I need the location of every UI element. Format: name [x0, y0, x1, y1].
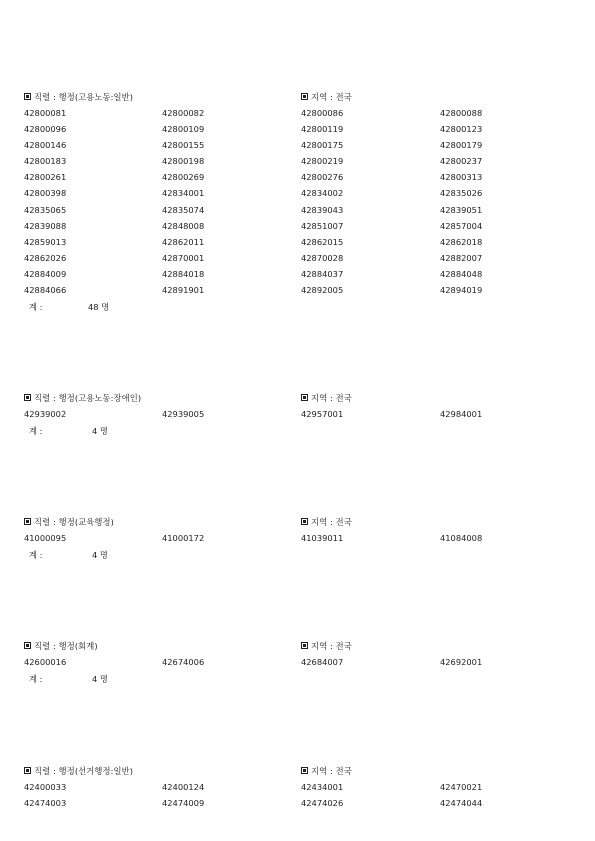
exam-number: 42939005	[162, 409, 205, 419]
total-count: 4 명	[92, 674, 108, 685]
square-bullet-icon	[24, 642, 31, 649]
exam-number: 42862011	[162, 236, 205, 247]
exam-number: 42400033	[24, 782, 67, 792]
section-header-region	[301, 765, 352, 777]
exam-number: 42674006	[162, 657, 205, 667]
total-label: 계 :	[29, 302, 43, 313]
region-label: 지역 : 전국	[311, 393, 352, 403]
exam-number: 42474026	[301, 798, 344, 809]
number-row	[0, 253, 595, 269]
exam-number: 42800096	[24, 124, 67, 135]
exam-number: 42474044	[440, 798, 483, 809]
section-header-region	[301, 516, 352, 528]
number-list	[0, 533, 595, 563]
section-total	[0, 549, 595, 563]
section-header-region	[301, 392, 352, 404]
exam-number: 42800123	[440, 124, 483, 135]
number-list	[0, 782, 595, 814]
number-row	[0, 782, 595, 798]
exam-number: 42862026	[24, 252, 67, 263]
exam-number: 42800183	[24, 156, 67, 167]
exam-number: 42684007	[301, 657, 344, 667]
job-series-label: 직렬 : 행정(고용노동:일반)	[34, 92, 134, 102]
exam-number: 42800086	[301, 108, 344, 118]
square-bullet-icon	[301, 93, 308, 100]
exam-number: 42800081	[24, 108, 67, 118]
exam-number: 41000095	[24, 533, 67, 543]
number-row	[0, 205, 595, 221]
section-total	[0, 425, 595, 439]
section-total	[0, 301, 595, 315]
exam-number: 41084008	[440, 533, 483, 543]
job-series-label: 직렬 : 행정(선거행정:일반)	[34, 766, 134, 776]
exam-number: 41039011	[301, 533, 344, 543]
exam-number: 42894019	[440, 285, 483, 296]
square-bullet-icon	[301, 394, 308, 401]
job-series-label: 직렬 : 행정(고용노동:장애인)	[34, 393, 142, 403]
exam-number: 42800179	[440, 140, 483, 151]
exam-number: 42984001	[440, 409, 483, 419]
exam-number: 42862015	[301, 236, 344, 247]
exam-number: 42800219	[301, 156, 344, 167]
region-label: 지역 : 전국	[311, 766, 352, 776]
exam-number: 42800146	[24, 140, 67, 151]
exam-number: 42857004	[440, 220, 483, 231]
section-total	[0, 673, 595, 687]
exam-number: 42800109	[162, 124, 205, 135]
number-row	[0, 221, 595, 237]
exam-number: 42859013	[24, 236, 67, 247]
exam-number: 42839043	[301, 204, 344, 215]
number-row	[0, 156, 595, 172]
exam-number: 42884066	[24, 285, 67, 296]
number-row	[0, 533, 595, 549]
exam-number: 42835026	[440, 188, 483, 199]
number-row	[0, 140, 595, 156]
number-row	[0, 188, 595, 204]
exam-number: 42434001	[301, 782, 344, 792]
square-bullet-icon	[24, 394, 31, 401]
exam-number: 42834001	[162, 188, 205, 199]
section-header-job-series	[24, 91, 133, 103]
exam-number: 42800088	[440, 108, 483, 118]
number-row	[0, 798, 595, 814]
exam-number: 42862018	[440, 236, 483, 247]
exam-number: 42884009	[24, 268, 67, 279]
region-label: 지역 : 전국	[311, 641, 352, 651]
number-row	[0, 409, 595, 425]
exam-number: 42800313	[440, 172, 483, 183]
exam-number: 42600016	[24, 657, 67, 667]
square-bullet-icon	[24, 518, 31, 525]
region-label: 지역 : 전국	[311, 92, 352, 102]
number-list	[0, 108, 595, 315]
total-label: 계 :	[29, 550, 43, 561]
number-row	[0, 108, 595, 124]
exam-number: 42800198	[162, 156, 205, 167]
section-header-region	[301, 91, 352, 103]
exam-number: 42835065	[24, 204, 67, 215]
region-label: 지역 : 전국	[311, 517, 352, 527]
exam-number: 42884018	[162, 268, 205, 279]
exam-number: 42870001	[162, 252, 205, 263]
square-bullet-icon	[301, 767, 308, 774]
section-header-region	[301, 640, 352, 652]
exam-number: 42882007	[440, 252, 483, 263]
exam-number: 42800269	[162, 172, 205, 183]
number-row	[0, 124, 595, 140]
exam-number: 42474003	[24, 798, 67, 809]
exam-number: 42470021	[440, 782, 483, 792]
exam-number: 42800398	[24, 188, 67, 199]
exam-number: 42835074	[162, 204, 205, 215]
exam-number: 42800082	[162, 108, 205, 118]
exam-number: 42848008	[162, 220, 205, 231]
exam-number: 42800261	[24, 172, 67, 183]
exam-number: 42800237	[440, 156, 483, 167]
number-list	[0, 409, 595, 439]
total-count: 4 명	[92, 426, 108, 437]
exam-number: 42800276	[301, 172, 344, 183]
total-label: 계 :	[29, 426, 43, 437]
exam-number: 41000172	[162, 533, 205, 543]
section-header-job-series	[24, 516, 114, 528]
square-bullet-icon	[24, 767, 31, 774]
section-header-job-series	[24, 765, 133, 777]
exam-number: 42400124	[162, 782, 205, 792]
exam-number: 42939002	[24, 409, 67, 419]
exam-number: 42892005	[301, 285, 344, 296]
exam-number: 42839051	[440, 204, 483, 215]
number-row	[0, 285, 595, 301]
total-label: 계 :	[29, 674, 43, 685]
exam-number: 42891901	[162, 285, 205, 296]
exam-number: 42834002	[301, 188, 344, 199]
exam-number: 42957001	[301, 409, 344, 419]
exam-number: 42851007	[301, 220, 344, 231]
exam-number: 42839088	[24, 220, 67, 231]
exam-number: 42692001	[440, 657, 483, 667]
exam-number: 42800175	[301, 140, 344, 151]
number-row	[0, 237, 595, 253]
number-row	[0, 657, 595, 673]
exam-number: 42800119	[301, 124, 344, 135]
number-row	[0, 269, 595, 285]
exam-number: 42884048	[440, 268, 483, 279]
job-series-label: 직렬 : 행정(교육행정)	[34, 517, 114, 527]
square-bullet-icon	[301, 518, 308, 525]
exam-number: 42884037	[301, 268, 344, 279]
number-row	[0, 172, 595, 188]
total-count: 48 명	[88, 302, 110, 313]
exam-number: 42870028	[301, 252, 344, 263]
square-bullet-icon	[24, 93, 31, 100]
total-count: 4 명	[92, 550, 108, 561]
job-series-label: 직렬 : 행정(회계)	[34, 641, 98, 651]
section-header-job-series	[24, 392, 141, 404]
exam-number: 42474009	[162, 798, 205, 809]
section-header-job-series	[24, 640, 98, 652]
exam-number: 42800155	[162, 140, 205, 151]
number-list	[0, 657, 595, 687]
square-bullet-icon	[301, 642, 308, 649]
